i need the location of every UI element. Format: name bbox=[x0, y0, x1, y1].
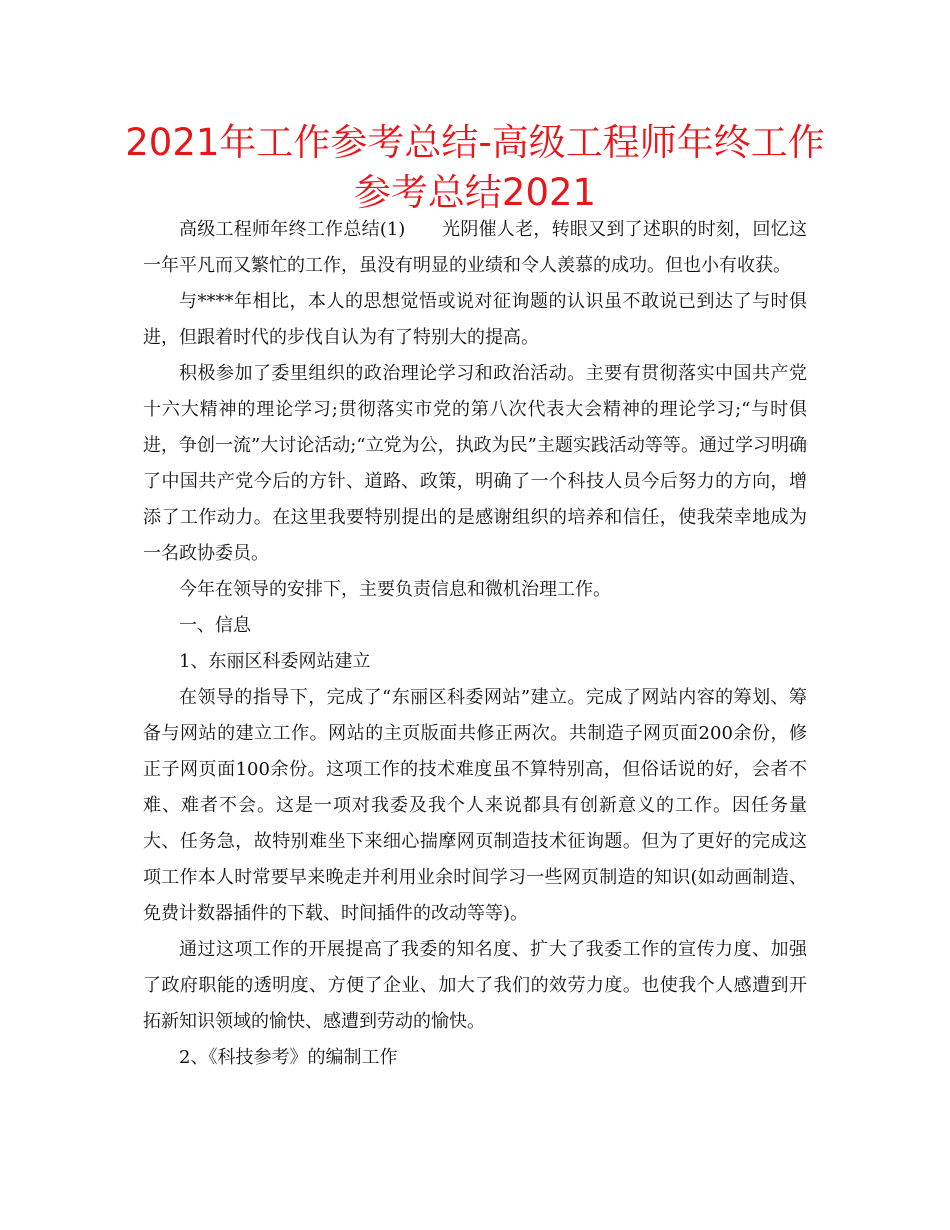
paragraph-thinking: 与****年相比，本人的思想觉悟或说对征询题的认识虽不敢说已到达了与时俱进，但跟着时代的步伐自认为有了特别大的提高。 bbox=[143, 291, 807, 348]
section-heading-information: 一、信息 bbox=[179, 615, 251, 636]
paragraph-study: 积极参加了委里组织的政治理论学习和政治活动。主要有贯彻落实中国共产党十六大精神的理论学习;贯彻落实市党的第八次代表大会精神的理论学习;“与时俱进，争创一流”大讨论活动;“立党为公，执政为民”主题实践活动等等。通过学习明确了中国共产党今后的方针、道路、政策，明确了一个科技人员今后努力的方向，增添了工作动力。在这里我要特别提出的是感谢组织的培养和信任，使我荣幸地成为一名政协委员。 bbox=[143, 363, 807, 564]
document-title: 2021年工作参考总结-高级工程师年终工作参考总结2021 bbox=[125, 121, 825, 214]
subsection-heading-reference: 2、《科技参考》的编制工作 bbox=[179, 1047, 398, 1068]
paragraph-website: 在领导的指导下，完成了“东丽区科委网站”建立。完成了网站内容的筹划、筹备与网站的建立工作。网站的主页版面共修正两次。共制造子网页面200余份，修正子网页面100余份。这项工作的技术难度虽不算特别高，但俗话说的好，会者不难、难者不会。这是一项对我委及我个人来说都具有创新意义的工作。因任务量大、任务急，故特别难坐下来细心揣摩网页制造技术征询题。但为了更好的完成这项工作本人时常要早来晚走并利用业余时间学习一些网页制造的知识(如动画制造、免费计数器插件的下载、时间插件的改动等等)。 bbox=[143, 687, 807, 924]
document-body bbox=[143, 212, 807, 1076]
subsection-heading-website: 1、东丽区科委网站建立 bbox=[179, 651, 371, 672]
paragraph-duties: 今年在领导的安排下，主要负责信息和微机治理工作。 bbox=[179, 579, 611, 600]
paragraph-results: 通过这项工作的开展提高了我委的知名度、扩大了我委工作的宣传力度、加强了政府职能的透明度、方便了企业、加大了我们的效劳力度。也使我个人感遭到开拓新知识领域的愉快、感遭到劳动的愉快。 bbox=[143, 939, 807, 1032]
paragraph-intro: 高级工程师年终工作总结(1) 光阴催人老，转眼又到了述职的时刻，回忆这一年平凡而又繁忙的工作，虽没有明显的业绩和令人羡慕的成功。但也小有收获。 bbox=[143, 219, 807, 276]
